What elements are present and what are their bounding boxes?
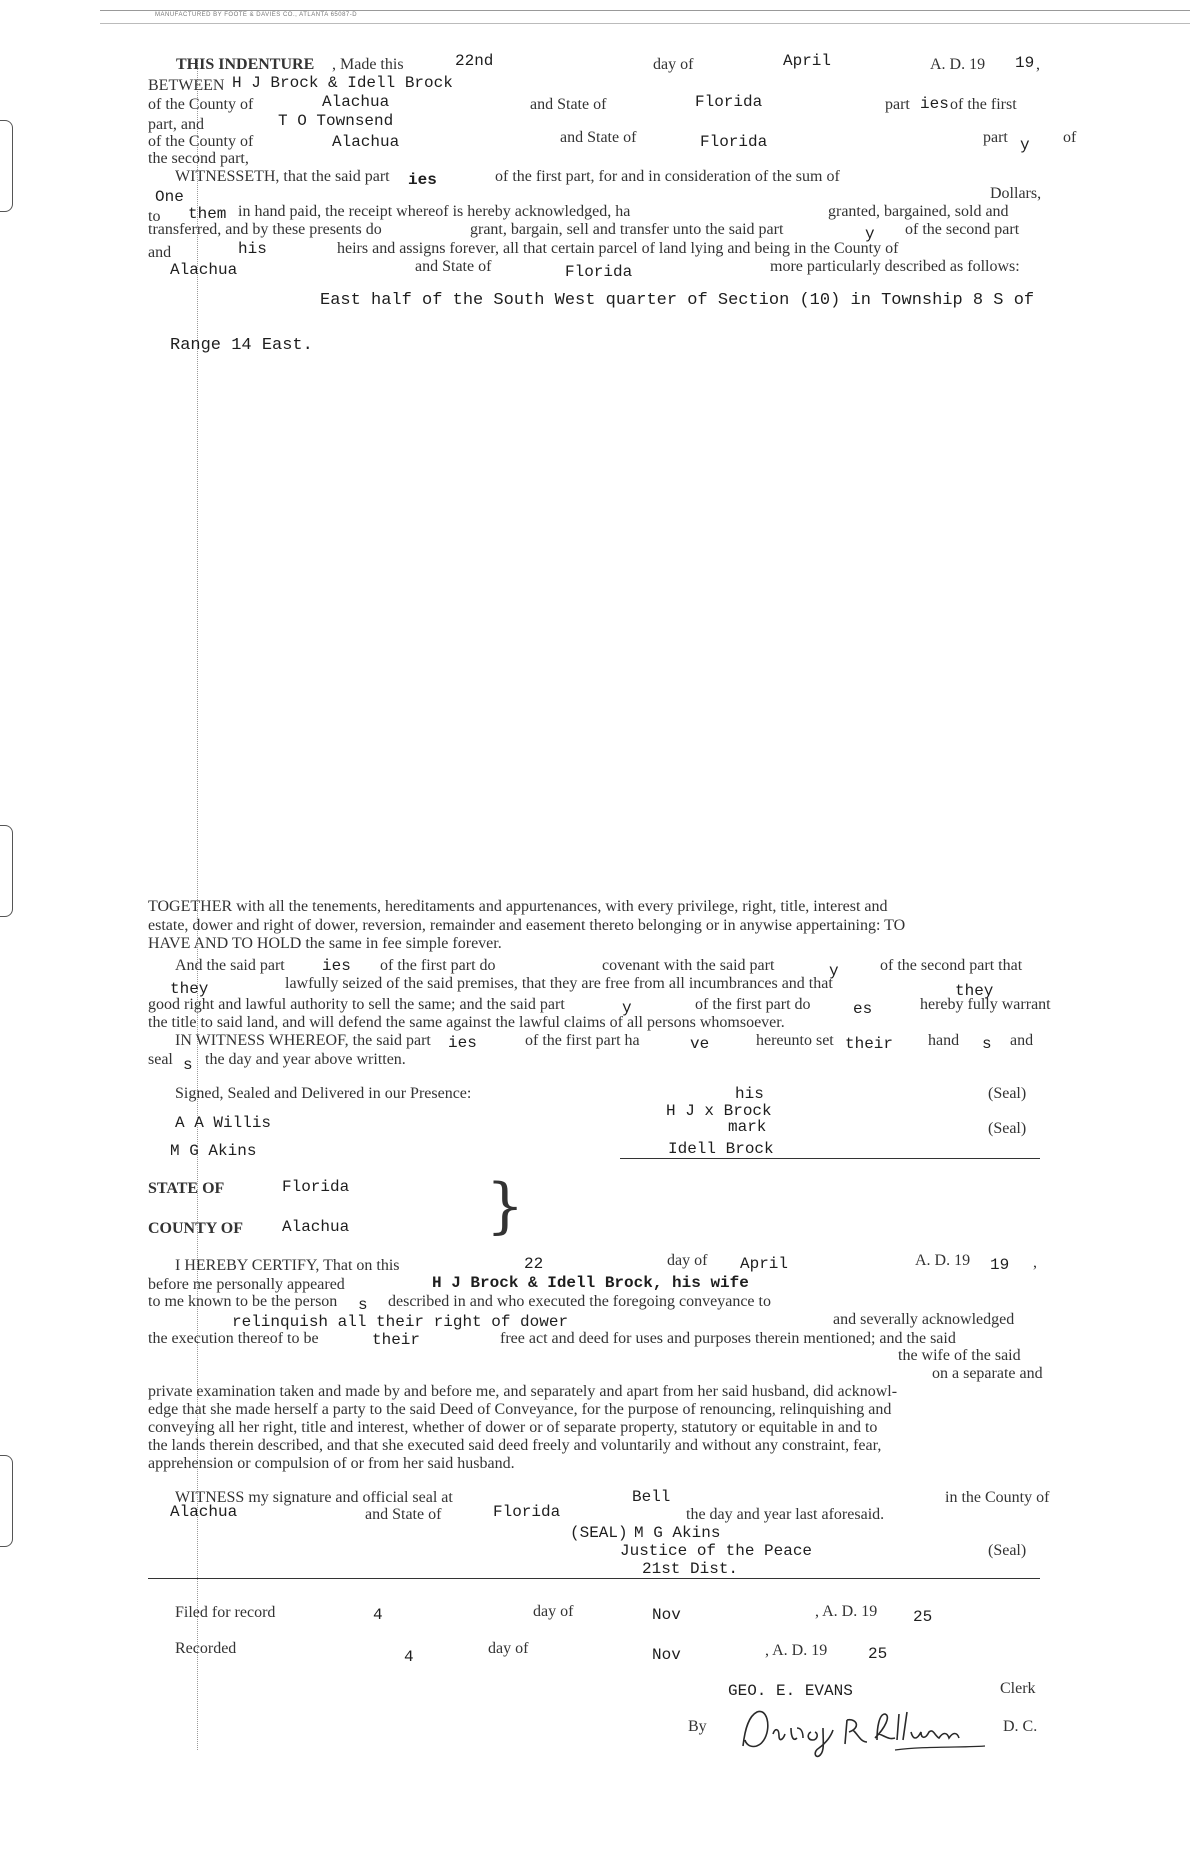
grantor-names: H J Brock & Idell Brock bbox=[232, 74, 453, 92]
seal-tag: (SEAL) bbox=[570, 1524, 628, 1542]
cert-para-3: conveying all her right, title and interest, whether of dower or of separate property, statutory or equitable in and to bbox=[148, 1419, 878, 1436]
legal-description-line-2: Range 14 East. bbox=[170, 336, 313, 355]
signature-rule bbox=[620, 1158, 1040, 1159]
cert-year: 19 bbox=[990, 1256, 1010, 1274]
state-label-3: and State of bbox=[415, 258, 492, 275]
grantee-county: Alachua bbox=[332, 133, 400, 151]
seal-2: (Seal) bbox=[988, 1120, 1027, 1137]
and-label-2: and bbox=[1010, 1032, 1034, 1049]
filed-day-of: day of bbox=[533, 1603, 574, 1620]
wife-label: the wife of the said bbox=[898, 1347, 1021, 1364]
together-line-3: HAVE AND TO HOLD the same in fee simple forever. bbox=[148, 935, 502, 952]
seal-1: (Seal) bbox=[988, 1085, 1027, 1102]
state-label-2: and State of bbox=[560, 129, 637, 146]
cert-comma: , bbox=[1033, 1254, 1037, 1271]
they-2: they bbox=[955, 982, 994, 1000]
relinquish-text: relinquish all their right of dower bbox=[232, 1313, 569, 1331]
granted-text: granted, bargained, sold and bbox=[828, 203, 1009, 220]
seal-s: s bbox=[183, 1056, 193, 1074]
grantor-county: Alachua bbox=[322, 93, 390, 111]
authority-text: good right and lawful authority to sell the same; and the said part bbox=[148, 996, 565, 1013]
party-suffix: y bbox=[1020, 136, 1030, 154]
seized-text: lawfully seized of the said premises, that they are free from all incumbrances and that bbox=[285, 975, 833, 992]
authority-b: of the first part do bbox=[695, 996, 811, 1013]
cert-county: Alachua bbox=[282, 1218, 350, 1236]
separate-label: on a separate and bbox=[932, 1365, 1043, 1382]
deed-year: 19 bbox=[1015, 54, 1035, 72]
witness-suffix-2: ve bbox=[690, 1035, 710, 1053]
cert-state: Florida bbox=[282, 1178, 350, 1196]
grantee-state: Florida bbox=[700, 133, 768, 151]
made-this-label: , Made this bbox=[332, 56, 404, 73]
part-and-label: part, and bbox=[148, 116, 204, 133]
cert-para-4: the lands therein described, and that she executed said deed freely and voluntarily and without any constraint, fear, bbox=[148, 1437, 882, 1454]
presence-label: Signed, Sealed and Delivered in our Presence: bbox=[175, 1085, 472, 1102]
described-label: described in and who executed the foregoing conveyance to bbox=[388, 1293, 771, 1310]
they-1: they bbox=[170, 980, 209, 998]
cert-month: April bbox=[740, 1255, 789, 1273]
filed-year: 25 bbox=[913, 1608, 933, 1626]
binder-hole-bottom bbox=[0, 1455, 13, 1547]
recorded-ad: , A. D. 19 bbox=[765, 1642, 828, 1659]
recorded-year: 25 bbox=[868, 1645, 888, 1663]
clerk-name: GEO. E. EVANS bbox=[728, 1682, 853, 1700]
county-label: of the County of bbox=[148, 96, 254, 113]
dollars-label: Dollars, bbox=[990, 185, 1042, 202]
witness-1: A A Willis bbox=[175, 1114, 272, 1132]
paid-to: them bbox=[188, 205, 227, 223]
consideration-sum: One bbox=[155, 188, 184, 206]
severally-text: and severally acknowledged bbox=[833, 1311, 1015, 1328]
grantor-state: Florida bbox=[695, 93, 763, 111]
deed-day: 22nd bbox=[455, 52, 494, 70]
venue-brace: } bbox=[486, 1171, 525, 1241]
cert-day-of: day of bbox=[667, 1252, 708, 1269]
officer-title: Justice of the Peace bbox=[620, 1542, 813, 1560]
land-county: Alachua bbox=[170, 261, 238, 279]
execution-their: their bbox=[372, 1331, 421, 1349]
witness-state-label: and State of bbox=[365, 1506, 442, 1523]
between-label: BETWEEN bbox=[148, 77, 225, 94]
cert-state-label: STATE OF bbox=[148, 1180, 225, 1197]
day-year-text: the day and year above written. bbox=[205, 1051, 406, 1068]
heirs-text: heirs and assigns forever, all that certain parcel of land lying and being in the County of bbox=[337, 240, 899, 257]
warrant-text: hereby fully warrant bbox=[920, 996, 1051, 1013]
cert-county-label: COUNTY OF bbox=[148, 1220, 243, 1237]
authority-suffix-2: es bbox=[853, 1000, 873, 1018]
dc-label: D. C. bbox=[1003, 1718, 1038, 1735]
deed-month: April bbox=[783, 52, 832, 70]
witness-place: Bell bbox=[632, 1488, 671, 1506]
together-line-1: TOGETHER with all the tenements, hereditaments and appurtenances, with every privilege, right, title, interest and bbox=[148, 898, 888, 915]
party-label: part bbox=[983, 129, 1008, 146]
filed-month: Nov bbox=[652, 1606, 681, 1624]
deputy-clerk-signature bbox=[735, 1698, 1005, 1760]
by-label: By bbox=[688, 1718, 707, 1735]
cert-para-2: edge that she made herself a party to the said Deed of Conveyance, for the purpose of renouncing, relinquishing and bbox=[148, 1401, 892, 1418]
covenant-suffix-2: y bbox=[829, 962, 839, 980]
witness-whereof: IN WITNESS WHEREOF, the said part bbox=[175, 1032, 431, 1049]
hereunto-set: hereunto set bbox=[756, 1032, 834, 1049]
seal-label: seal bbox=[148, 1051, 173, 1068]
hand-s: s bbox=[982, 1035, 992, 1053]
signer-mark-label: mark bbox=[728, 1118, 767, 1136]
recorded-label: Recorded bbox=[175, 1640, 237, 1657]
officer-name: M G Akins bbox=[634, 1524, 721, 1542]
witness-their: their bbox=[845, 1035, 894, 1053]
of-label: of bbox=[1063, 129, 1077, 146]
witness-b: of the first part ha bbox=[525, 1032, 640, 1049]
binder-hole-middle bbox=[0, 825, 13, 917]
witness-signature-label: WITNESS my signature and official seal at bbox=[175, 1489, 453, 1506]
officer-seal: (Seal) bbox=[988, 1542, 1027, 1559]
printer-mark: MANUFACTURED BY FOOTE & DAVIES CO., ATLANTA 65087-D bbox=[155, 12, 358, 18]
recorded-day: 4 bbox=[404, 1648, 414, 1666]
cert-para-5: apprehension or compulsion of or from her said husband. bbox=[148, 1455, 515, 1472]
part-label: part bbox=[885, 96, 910, 113]
witness-2: M G Akins bbox=[170, 1142, 257, 1160]
witnesseth-suffix: ies bbox=[408, 171, 437, 189]
cert-ad: A. D. 19 bbox=[915, 1252, 971, 1269]
consideration-label: of the first part, for and in consideration of the sum of bbox=[495, 168, 840, 185]
witness-county: Alachua bbox=[170, 1503, 238, 1521]
described-text: more particularly described as follows: bbox=[770, 258, 1020, 275]
appeared-names: H J Brock & Idell Brock, his wife bbox=[432, 1274, 749, 1292]
signer-1-mark: H J x Brock bbox=[666, 1102, 772, 1120]
known-label: to me known to be the person bbox=[148, 1293, 338, 1310]
authority-suffix: y bbox=[622, 999, 632, 1017]
witness-state: Florida bbox=[493, 1503, 561, 1521]
title-defense-text: the title to said land, and will defend the same against the lawful claims of all persons whomsoever. bbox=[148, 1014, 785, 1031]
grant-text: grant, bargain, sell and transfer unto the said part bbox=[470, 221, 784, 238]
known-s: s bbox=[358, 1296, 368, 1314]
covenant-a: And the said part bbox=[175, 957, 285, 974]
second-part-text: of the second part bbox=[905, 221, 1020, 238]
indenture-title: THIS INDENTURE bbox=[176, 56, 315, 73]
heirs-whose: his bbox=[238, 240, 267, 258]
covenant-b: of the first part do bbox=[380, 957, 496, 974]
comma: , bbox=[1036, 56, 1040, 73]
covenant-d: of the second part that bbox=[880, 957, 1023, 974]
last-aforesaid: the day and year last aforesaid. bbox=[686, 1506, 885, 1523]
second-part-label: the second part, bbox=[148, 150, 249, 167]
day-of-label: day of bbox=[653, 56, 694, 73]
covenant-c: covenant with the said part bbox=[602, 957, 775, 974]
land-state: Florida bbox=[565, 263, 633, 281]
free-act-text: free act and deed for uses and purposes therein mentioned; and the said bbox=[500, 1330, 956, 1347]
before-label: before me personally appeared bbox=[148, 1276, 345, 1293]
and-label: and bbox=[148, 244, 172, 261]
filed-day: 4 bbox=[373, 1606, 383, 1624]
signer-2: Idell Brock bbox=[668, 1140, 774, 1158]
ad-label: A. D. 19 bbox=[930, 56, 986, 73]
witnesseth-label: WITNESSETH, that the said part bbox=[175, 168, 390, 185]
covenant-suffix: ies bbox=[322, 957, 351, 975]
of-first-label: of the first bbox=[950, 96, 1017, 113]
binder-hole-top bbox=[0, 120, 13, 212]
together-line-2: estate, dower and right of dower, reversion, remainder and easement thereto belonging or in anywise appertaining: TO bbox=[148, 917, 906, 934]
signer-his: his bbox=[735, 1085, 764, 1103]
cert-day: 22 bbox=[524, 1255, 544, 1273]
officer-district: 21st Dist. bbox=[642, 1560, 739, 1578]
state-label: and State of bbox=[530, 96, 607, 113]
recorded-day-of: day of bbox=[488, 1640, 529, 1657]
to-label: to bbox=[148, 208, 161, 225]
execution-label: the execution thereof to be bbox=[148, 1330, 319, 1347]
grantee-name: T O Townsend bbox=[278, 112, 394, 130]
in-county-label: in the County of bbox=[945, 1489, 1050, 1506]
receipt-text: in hand paid, the receipt whereof is hereby acknowledged, ha bbox=[238, 203, 631, 220]
legal-description-line-1: East half of the South West quarter of Section (10) in Township 8 S of bbox=[320, 291, 1035, 310]
filed-ad: , A. D. 19 bbox=[815, 1603, 878, 1620]
clerk-label: Clerk bbox=[1000, 1680, 1036, 1697]
certify-text: I HEREBY CERTIFY, That on this bbox=[175, 1257, 400, 1274]
witness-suffix: ies bbox=[448, 1034, 477, 1052]
part-suffix: ies bbox=[920, 95, 949, 113]
certificate-rule bbox=[148, 1578, 1040, 1579]
cert-para-1: private examination taken and made by and before me, and separately and apart from her said husband, did acknowl- bbox=[148, 1383, 898, 1400]
filed-label: Filed for record bbox=[175, 1604, 276, 1621]
transferred-text: transferred, and by these presents do bbox=[148, 221, 382, 238]
county-label-2: of the County of bbox=[148, 133, 254, 150]
hand-label: hand bbox=[928, 1032, 960, 1049]
recorded-month: Nov bbox=[652, 1646, 681, 1664]
grant-suffix: y bbox=[865, 225, 875, 243]
